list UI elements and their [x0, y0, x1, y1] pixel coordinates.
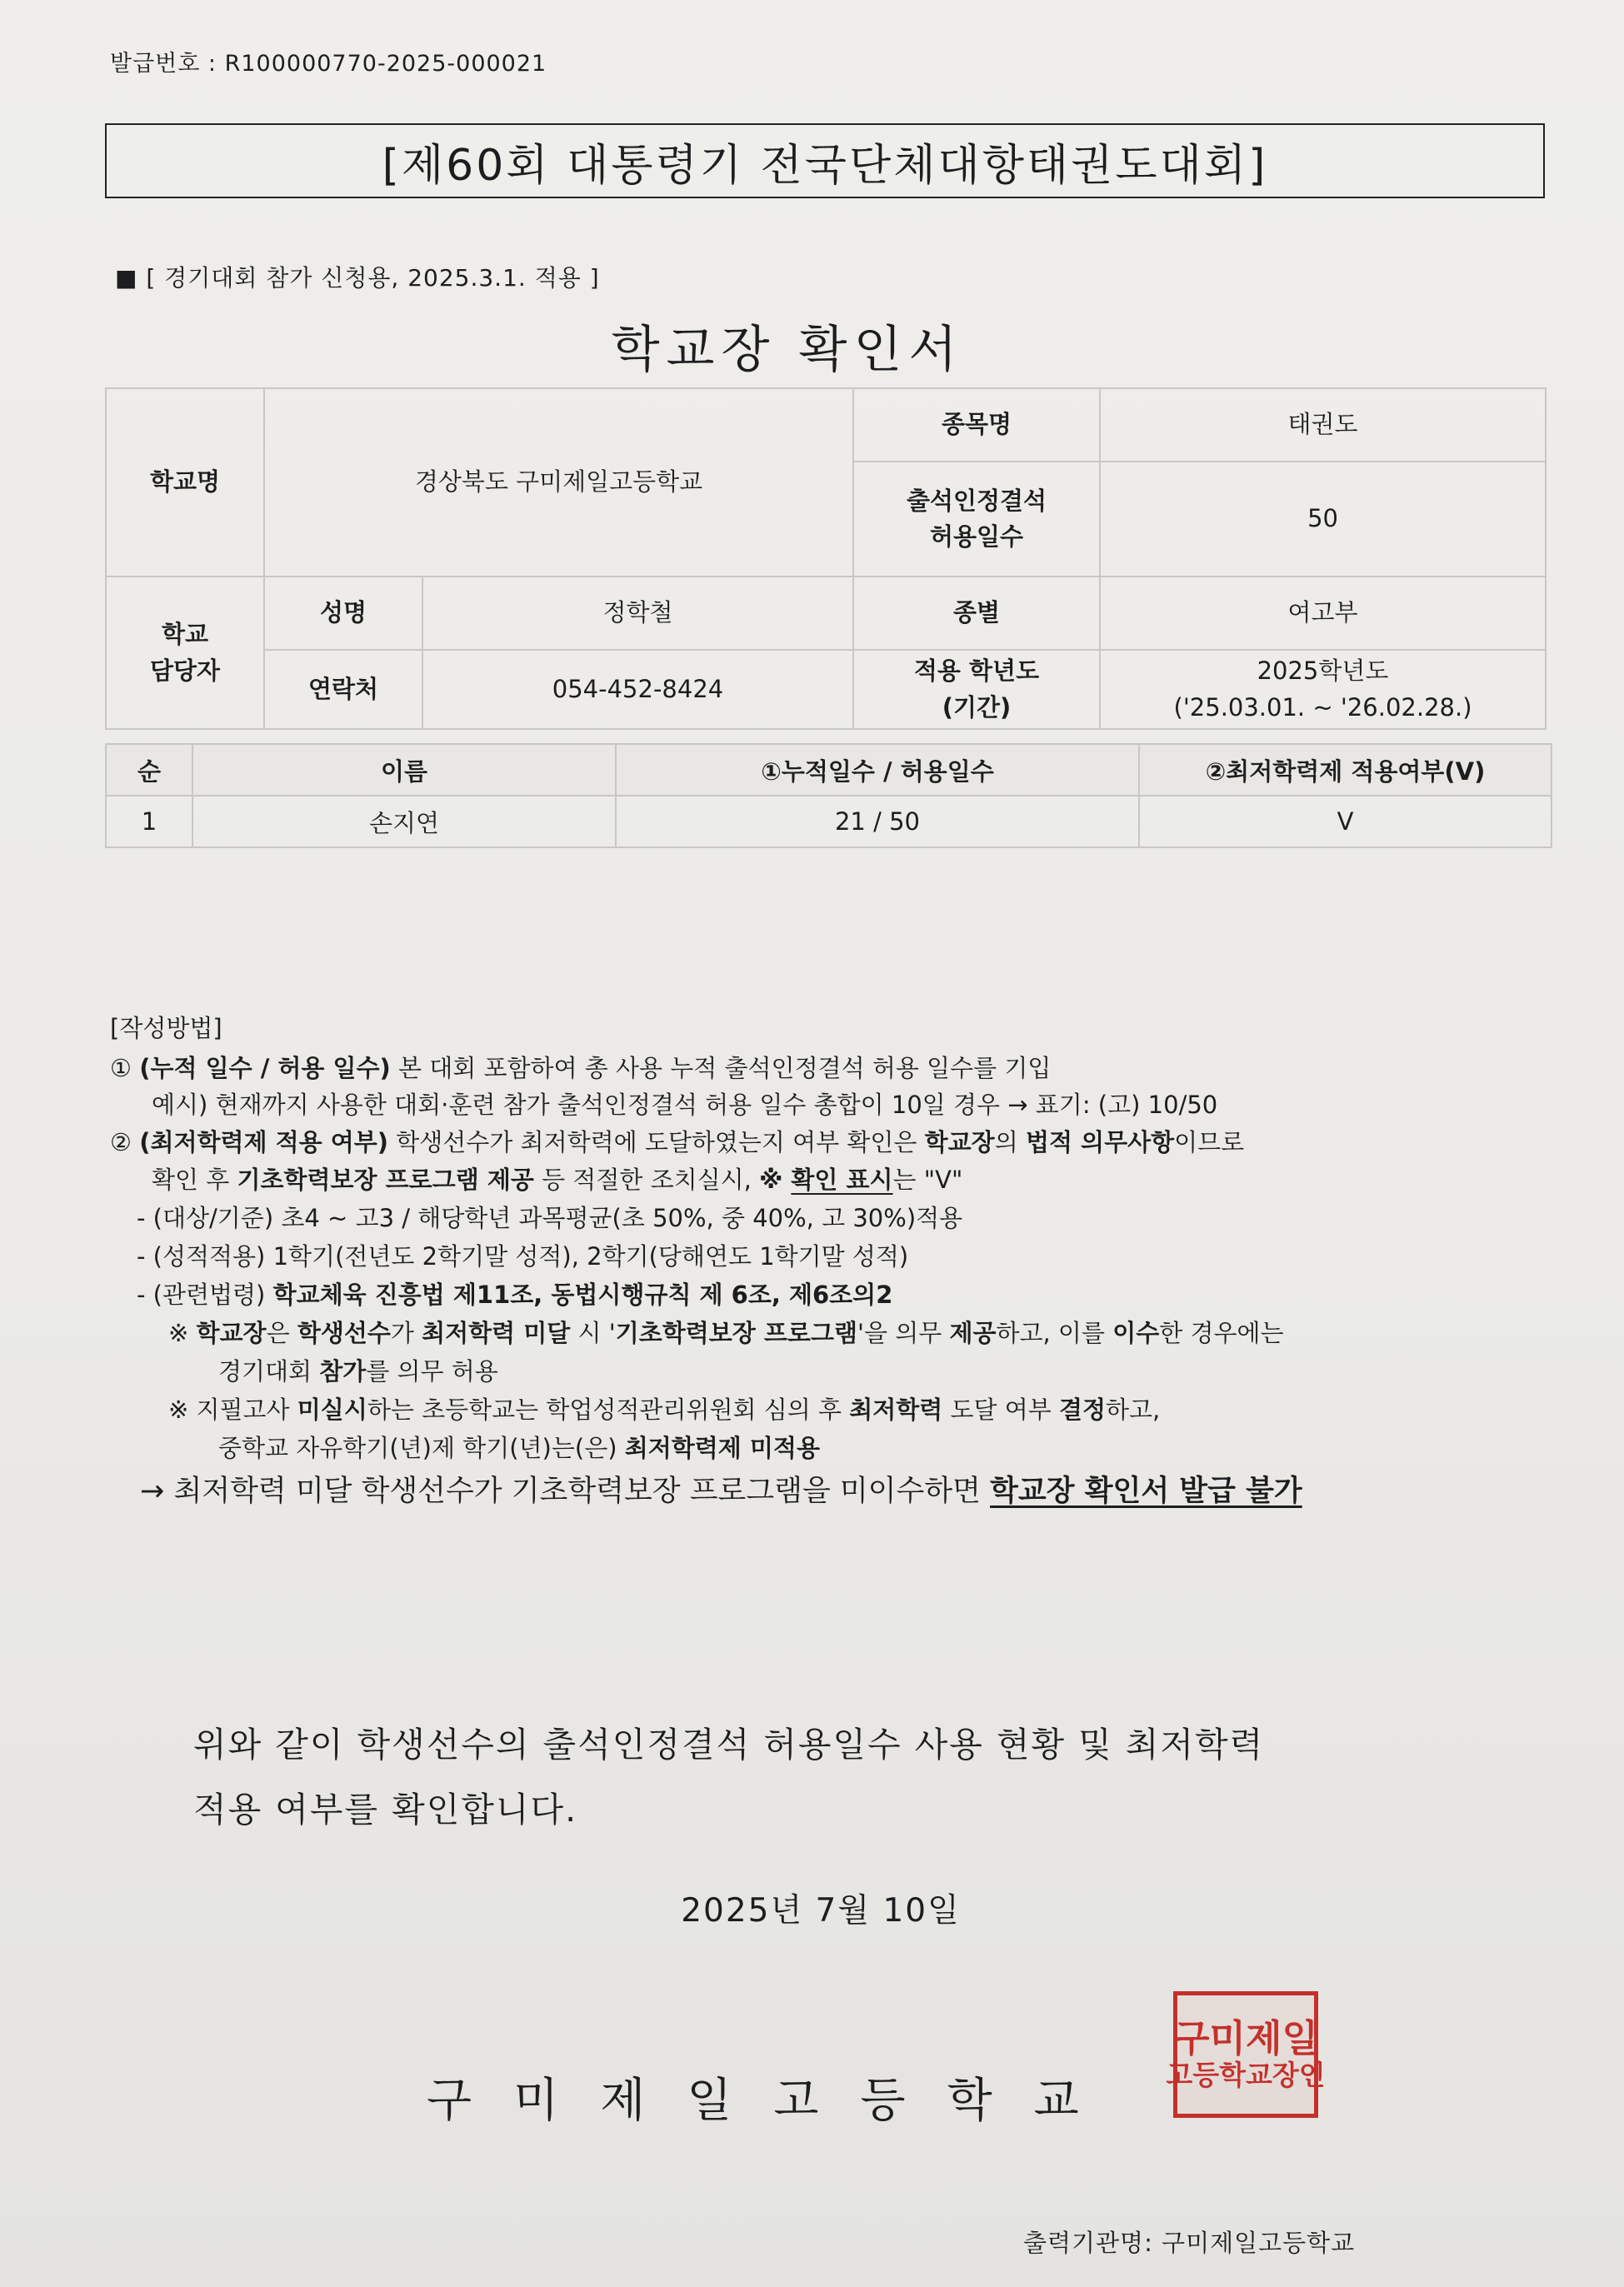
row-days: 21 / 50: [616, 796, 1139, 847]
manager-name-value: 정학철: [422, 577, 853, 650]
absence-days-label: [853, 462, 1100, 577]
guide-line-5: - (대상/기준) 초4 ~ 고3 / 해당학년 과목평균(초 50%, 중 40%, 고 30%)적용: [137, 1204, 963, 1232]
student-table-header: [106, 744, 1552, 796]
manager-label-line2: 담당자: [149, 656, 221, 685]
guide-title: [작성방법]: [110, 1014, 222, 1042]
event-title: [제60회 대통령기 전국단체대항태권도대회]: [382, 140, 1268, 191]
confirmation-line-1: 위와 같이 학생선수의 출석인정결석 허용일수 사용 현황 및 최저학력: [193, 1725, 1265, 1765]
school-year-value: [1100, 650, 1546, 729]
school-name-value: 경상북도 구미제일고등학교: [264, 388, 853, 577]
division-value: 여고부: [1100, 577, 1546, 650]
school-info-table: [105, 387, 1547, 730]
contact-label: 연락처: [264, 650, 422, 729]
guide-line-7: - (관련법령) 학교체육 진흥법 제11조, 동법시행규칙 제 6조, 제6조의2: [137, 1281, 893, 1309]
document-title: 학교장 확인서: [611, 321, 964, 379]
confirmation-statement: [193, 1712, 1264, 1842]
issue-date: 2025년 7월 10일: [681, 1892, 961, 1930]
row-min-academic: V: [1139, 796, 1552, 847]
issue-number: 발급번호 : R100000770-2025-000021: [110, 51, 547, 77]
guide-line-10: ※ 지필고사 미실시하는 초등학교는 학업성적관리위원회 심의 후 최저학력 도달 여부 결정하고,: [168, 1396, 1161, 1424]
absence-days-label-line1: 출석인정결석: [906, 486, 1047, 515]
guide-line-8: ※ 학교장은 학생선수가 최저학력 미달 시 '기초학력보장 프로그램'을 의무 제공하고, 이를 이수한 경우에는: [168, 1319, 1284, 1347]
student-table: [105, 743, 1552, 848]
guide-line-9: 경기대회 참가를 의무 허용: [218, 1357, 498, 1386]
seal-text-line2: 고등학교장인: [1166, 2058, 1326, 2091]
header-name: 이름: [192, 744, 616, 796]
contact-value: 054-452-8424: [422, 650, 853, 729]
school-year-value-line2: ('25.03.01. ~ '26.02.28.): [1173, 692, 1472, 722]
absence-days-label-line2: 허용일수: [929, 522, 1024, 551]
guide-line-1: ① (누적 일수 / 허용 일수) 본 대회 포함하여 총 사용 누적 출석인정결석 허용 일수를 기입: [110, 1054, 1052, 1082]
manager-label-line1: 학교: [161, 620, 209, 648]
sport-value: 태권도: [1100, 388, 1546, 462]
guide-line-2: 예시) 현재까지 사용한 대회·훈련 참가 출석인정결석 허용 일수 총합이 10일 경우 → 표기: (고) 10/50: [152, 1091, 1218, 1119]
row-no: 1: [106, 796, 192, 847]
guide-line-11: 중학교 자유학기(년)제 학기(년)는(은) 최저학력제 미적용: [218, 1434, 820, 1462]
school-seal-stamp: [1166, 1991, 1326, 2118]
school-year-label-line2: (기간): [942, 692, 1012, 722]
row-name: 손지연: [192, 796, 616, 847]
seal-text-line1: 구미제일: [1173, 2016, 1318, 2061]
division-label: 종별: [853, 577, 1100, 650]
manager-label: [106, 577, 264, 729]
guide-line-6: - (성적적용) 1학기(전년도 2학기말 성적), 2학기(당해연도 1학기말 성적): [137, 1242, 909, 1271]
header-no: 순: [106, 744, 192, 796]
header-min-academic: ②최저학력제 적용여부(V): [1139, 744, 1552, 796]
manager-name-label: 성명: [264, 577, 422, 650]
school-name-signature: 구미제일고등학교: [427, 2074, 1121, 2128]
school-year-label: [853, 650, 1100, 729]
guide-line-4: 확인 후 기초학력보장 프로그램 제공 등 적절한 조치실시, ※ 확인 표시는 "V": [152, 1166, 963, 1194]
sport-label: 종목명: [853, 388, 1100, 462]
school-year-value-line1: 2025학년도: [1257, 657, 1389, 685]
table-row: [106, 796, 1552, 847]
confirmation-line-2: 적용 여부를 확인합니다.: [193, 1790, 578, 1830]
issuing-institution: 출력기관명: 구미제일고등학교: [1023, 2229, 1356, 2257]
guide-line-3: ② (최저학력제 적용 여부) 학생선수가 최저학력에 도달하였는지 여부 확인은 학교장의 법적 의무사항이므로: [110, 1128, 1245, 1156]
header-days: ①누적일수 / 허용일수: [616, 744, 1139, 796]
school-name-label: 학교명: [106, 388, 264, 577]
guide-line-12: → 최저학력 미달 학생선수가 기초학력보장 프로그램을 미이수하면 학교장 확인서 발급 불가: [140, 1475, 1302, 1508]
absence-days-value: 50: [1100, 462, 1546, 577]
event-title-box: [105, 123, 1545, 198]
school-year-label-line1: 적용 학년도: [913, 657, 1040, 685]
form-note: ■ [ 경기대회 참가 신청용, 2025.3.1. 적용 ]: [115, 264, 600, 292]
